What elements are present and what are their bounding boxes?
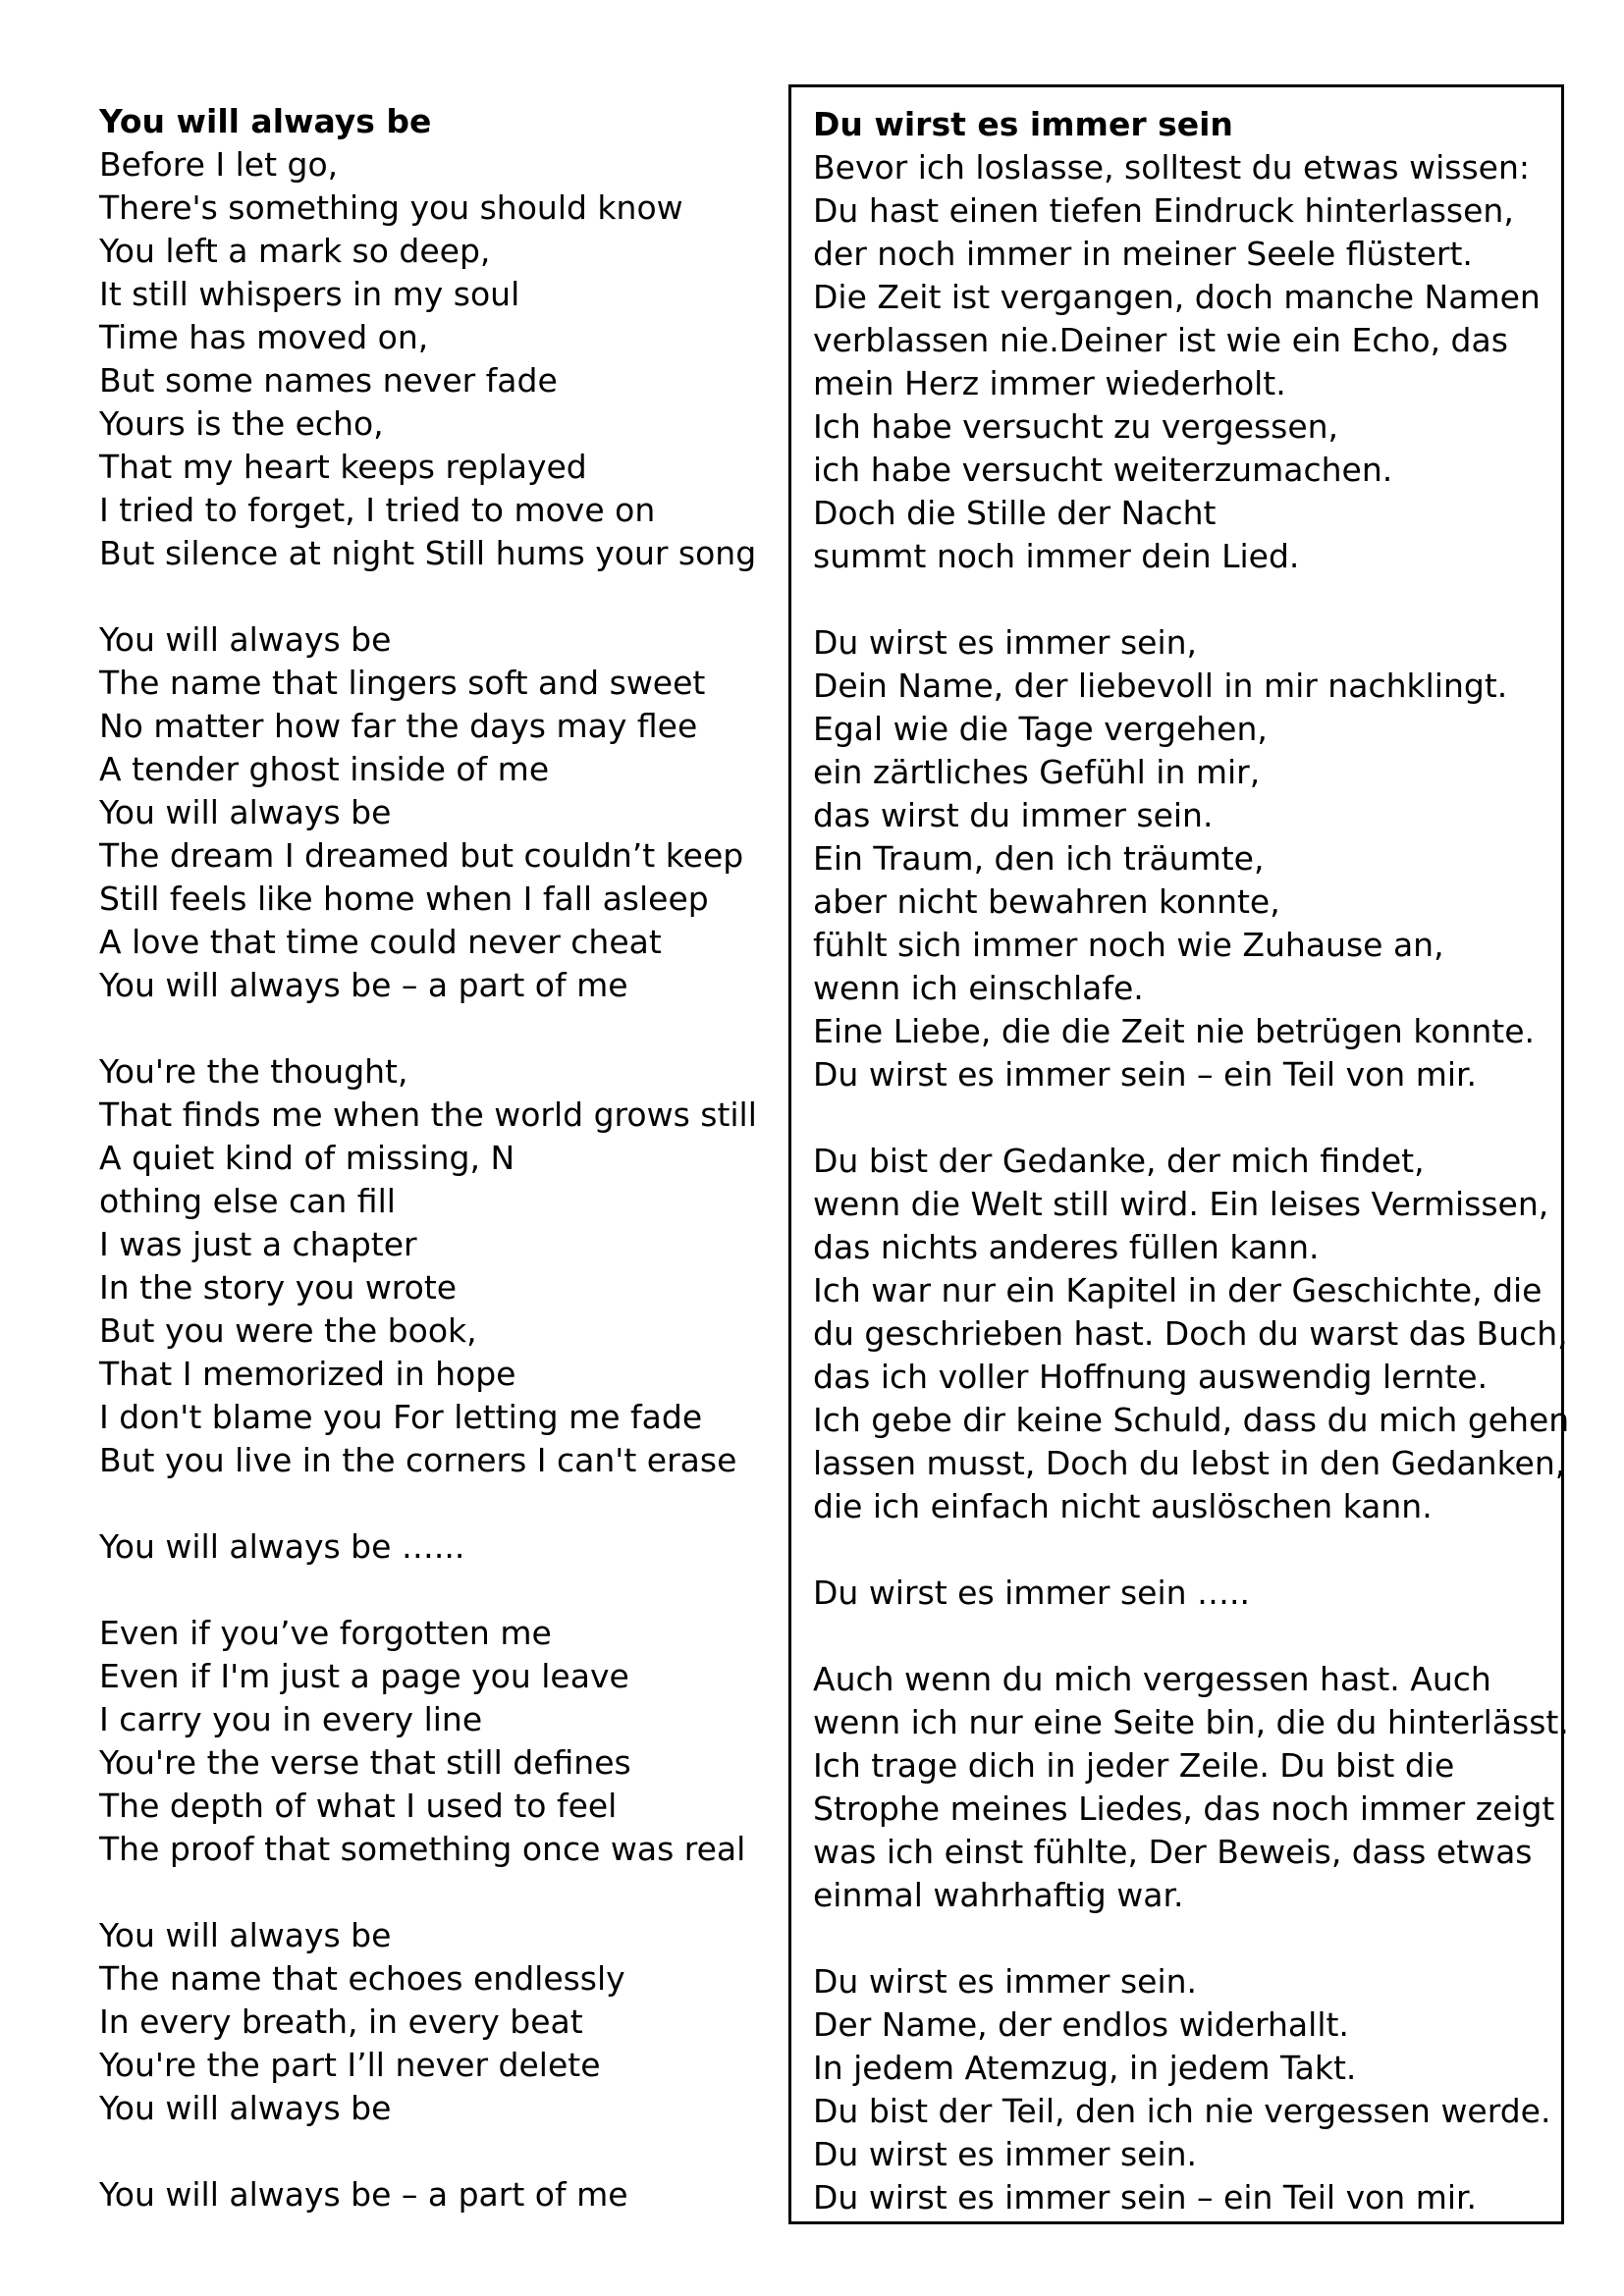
- german-lyric-line: Ich war nur ein Kapitel in der Geschichte, die: [813, 1271, 1543, 1309]
- german-lyric-line: einmal wahrhaftig war.: [813, 1876, 1184, 1914]
- english-lyric-line: You will always be – a part of me: [99, 2175, 628, 2214]
- german-stanzas: [813, 146, 1570, 2219]
- english-lyric-line: You will always be: [99, 793, 392, 831]
- german-lyric-line: aber nicht bewahren konnte,: [813, 882, 1280, 921]
- english-lyric-line: In the story you wrote: [99, 1268, 458, 1307]
- german-lyric-line: das ich voller Hoffnung auswendig lernte.: [813, 1358, 1489, 1396]
- english-stanza: [99, 618, 777, 1007]
- english-lyric-line: I was just a chapter: [99, 1225, 417, 1263]
- german-lyric-line: Du wirst es immer sein …..: [813, 1574, 1251, 1612]
- english-lyric-line: You will always be: [99, 1916, 392, 1954]
- german-lyric-line: das nichts anderes füllen kann.: [813, 1228, 1320, 1266]
- english-lyric-line: A quiet kind of missing, N: [99, 1139, 515, 1177]
- german-stanza: [813, 621, 1561, 1096]
- german-lyric-line: Du hast einen tiefen Eindruck hinterlassen,: [813, 191, 1514, 230]
- german-lyric-line: verblassen nie.Deiner ist wie ein Echo, das: [813, 321, 1508, 359]
- english-stanza: [99, 1525, 777, 1569]
- german-lyric-line: Du wirst es immer sein – ein Teil von mir.: [813, 1055, 1478, 1094]
- german-lyric-line: ein zärtliches Gefühl in mir,: [813, 753, 1261, 791]
- english-lyric-line: A tender ghost inside of me: [99, 750, 550, 788]
- english-stanzas: [99, 143, 777, 2216]
- german-lyric-line: lassen musst, Doch du lebst in den Gedanken,: [813, 1444, 1566, 1482]
- english-lyric-line: The name that lingers soft and sweet: [99, 664, 706, 702]
- english-lyric-line: But you were the book,: [99, 1311, 477, 1350]
- german-lyric-line: du geschrieben hast. Doch du warst das Buch,: [813, 1314, 1568, 1353]
- english-lyric-line: You left a mark so deep,: [99, 232, 491, 270]
- german-lyric-line: summt noch immer dein Lied.: [813, 537, 1300, 575]
- english-lyric-line: You're the part I’ll never delete: [99, 2046, 601, 2084]
- english-lyric-line: othing else can fill: [99, 1182, 396, 1220]
- english-stanza: [99, 143, 777, 575]
- english-lyric-line: It still whispers in my soul: [99, 275, 520, 313]
- german-stanza: [813, 1960, 1561, 2219]
- english-lyric-line: You will always be: [99, 620, 392, 659]
- german-lyric-line: ich habe versucht weiterzumachen.: [813, 451, 1393, 489]
- english-lyric-line: There's something you should know: [99, 188, 683, 227]
- english-lyric-line: But silence at night Still hums your song: [99, 534, 757, 572]
- german-lyric-line: In jedem Atemzug, in jedem Takt.: [813, 2049, 1357, 2087]
- english-lyric-line: No matter how far the days may flee: [99, 707, 698, 745]
- english-lyric-line: You will always be …...: [99, 1527, 465, 1566]
- english-lyric-line: Even if I'm just a page you leave: [99, 1657, 629, 1695]
- german-lyric-line: Doch die Stille der Nacht: [813, 494, 1217, 532]
- german-lyric-line: Ich habe versucht zu vergessen,: [813, 407, 1339, 446]
- english-lyric-line: That my heart keeps replayed: [99, 448, 587, 486]
- german-lyric-line: die ich einfach nicht auslöschen kann.: [813, 1487, 1433, 1525]
- german-lyric-line: wenn ich nur eine Seite bin, die du hinterlässt.: [813, 1703, 1569, 1741]
- english-stanza: [99, 2173, 777, 2216]
- german-lyric-line: was ich einst fühlte, Der Beweis, dass etwas: [813, 1833, 1533, 1871]
- english-lyric-line: That finds me when the world grows still: [99, 1095, 757, 1134]
- english-lyric-line: I carry you in every line: [99, 1700, 483, 1738]
- german-lyric-line: Ich gebe dir keine Schuld, dass du mich gehen: [813, 1401, 1570, 1439]
- english-stanza: [99, 1914, 777, 2130]
- english-lyric-line: But you live in the corners I can't erase: [99, 1441, 737, 1479]
- german-lyric-line: wenn ich einschlafe.: [813, 969, 1144, 1007]
- english-lyric-line: But some names never fade: [99, 361, 558, 400]
- german-lyric-line: Bevor ich loslasse, solltest du etwas wissen:: [813, 148, 1530, 187]
- english-lyric-line: Before I let go,: [99, 145, 339, 184]
- english-lyric-line: Even if you’ve forgotten me: [99, 1614, 552, 1652]
- english-lyric-line: A love that time could never cheat: [99, 923, 662, 961]
- english-lyric-line: That I memorized in hope: [99, 1355, 516, 1393]
- english-lyric-line: Time has moved on,: [99, 318, 429, 356]
- german-lyric-line: Strophe meines Liedes, das noch immer zeigt: [813, 1789, 1555, 1828]
- english-lyric-line: Still feels like home when I fall asleep: [99, 880, 709, 918]
- german-lyric-line: Du wirst es immer sein,: [813, 623, 1198, 662]
- german-lyric-line: Du wirst es immer sein.: [813, 2135, 1198, 2173]
- english-lyric-line: The name that echoes endlessly: [99, 1959, 625, 1998]
- german-lyric-line: Eine Liebe, die die Zeit nie betrügen konnte.: [813, 1012, 1536, 1050]
- english-lyrics-column: [99, 100, 777, 2216]
- english-lyric-line: Yours is the echo,: [99, 404, 384, 443]
- german-lyric-line: das wirst du immer sein.: [813, 796, 1214, 834]
- german-lyric-line: der noch immer in meiner Seele flüstert.: [813, 235, 1473, 273]
- english-lyric-line: The dream I dreamed but couldn’t keep: [99, 836, 744, 875]
- english-title: You will always be: [99, 102, 432, 140]
- german-lyric-line: Du wirst es immer sein – ein Teil von mir.: [813, 2178, 1478, 2216]
- german-lyric-line: Du bist der Gedanke, der mich findet,: [813, 1142, 1425, 1180]
- german-lyric-line: Du bist der Teil, den ich nie vergessen werde.: [813, 2092, 1551, 2130]
- german-stanza: [813, 146, 1561, 578]
- english-lyric-line: In every breath, in every beat: [99, 2002, 583, 2041]
- german-lyric-line: mein Herz immer wiederholt.: [813, 364, 1286, 402]
- english-stanza: [99, 1050, 777, 1482]
- english-lyric-line: You're the verse that still defines: [99, 1743, 631, 1782]
- german-lyrics-box: [788, 84, 1570, 2224]
- german-lyric-line: Dein Name, der liebevoll in mir nachklingt.: [813, 667, 1508, 705]
- german-stanza: [813, 1572, 1561, 1615]
- german-title: Du wirst es immer sein: [813, 105, 1233, 143]
- german-lyric-line: Die Zeit ist vergangen, doch manche Namen: [813, 278, 1541, 316]
- english-lyric-line: I don't blame you For letting me fade: [99, 1398, 703, 1436]
- english-lyric-line: You're the thought,: [99, 1052, 408, 1091]
- german-lyric-line: Du wirst es immer sein.: [813, 1962, 1198, 2001]
- english-lyric-line: I tried to forget, I tried to move on: [99, 491, 656, 529]
- german-stanza: [813, 1658, 1569, 1917]
- german-lyric-line: Auch wenn du mich vergessen hast. Auch: [813, 1660, 1491, 1698]
- german-lyric-line: Der Name, der endlos widerhallt.: [813, 2005, 1349, 2044]
- german-stanza: [813, 1140, 1570, 1528]
- german-lyric-line: Egal wie die Tage vergehen,: [813, 710, 1268, 748]
- english-lyric-line: The proof that something once was real: [99, 1830, 746, 1868]
- english-lyric-line: You will always be: [99, 2089, 392, 2127]
- english-stanza: [99, 1612, 777, 1871]
- german-lyric-line: wenn die Welt still wird. Ein leises Vermissen,: [813, 1185, 1549, 1223]
- english-lyric-line: You will always be – a part of me: [99, 966, 628, 1004]
- german-lyric-line: fühlt sich immer noch wie Zuhause an,: [813, 926, 1444, 964]
- english-lyric-line: The depth of what I used to feel: [99, 1787, 618, 1825]
- german-lyric-line: Ich trage dich in jeder Zeile. Du bist die: [813, 1746, 1455, 1785]
- german-lyric-line: Ein Traum, den ich träumte,: [813, 839, 1265, 878]
